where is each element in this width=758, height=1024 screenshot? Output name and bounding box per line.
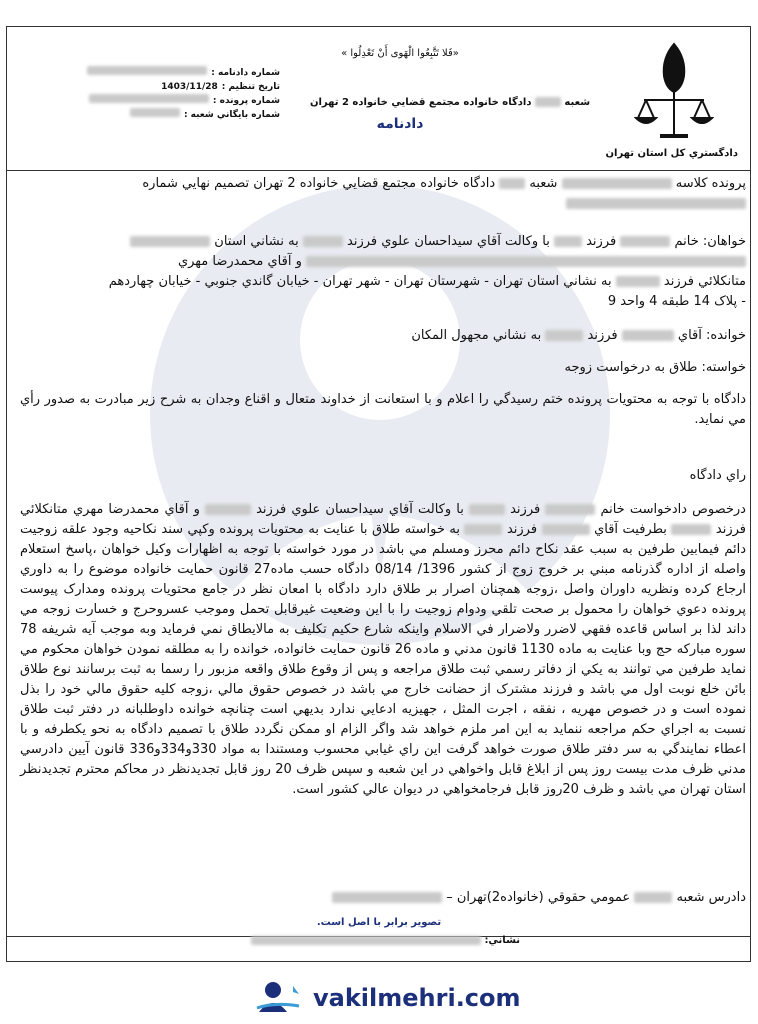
redacted-court-address (251, 936, 481, 945)
iran-emblem-scales-icon (634, 36, 714, 144)
second-attorney-address-end: - پلاک 14 طبقه 4 واحد 9 (607, 294, 746, 309)
defendant-label: خوانده: آقاي (677, 328, 746, 343)
redacted-branch-number-2 (634, 892, 672, 903)
redacted-judge-name (332, 892, 442, 903)
meta-archive-number (40, 108, 280, 122)
document-frame (6, 26, 751, 962)
second-attorney-child-of: متانکلائي فرزند (663, 274, 746, 289)
plaintiff-label: خواهان: خانم (674, 234, 746, 249)
redacted-branch (499, 178, 525, 189)
redacted-attorney-father-2 (205, 504, 251, 515)
meta-judgment-number (40, 66, 280, 80)
redacted-second-attorney-father (616, 276, 660, 287)
branch-prefix: شعبه (564, 97, 591, 108)
redacted-archive-number (130, 108, 180, 117)
case-class-label: پرونده کلاسه (675, 176, 746, 191)
document-meta (40, 66, 280, 122)
defendant-child-of: فرزند (587, 328, 618, 343)
branch-title (300, 97, 600, 108)
certified-copy-note: تصوير برابر با اصل است. (316, 917, 442, 928)
quran-motto: «فَلا تَتَّبِعُوا الْهَوى أَنْ تَعْدِلُوا » (341, 48, 459, 59)
signature-line (20, 888, 746, 908)
redacted-plaintiff (545, 504, 595, 515)
date-label: تاريخ تنظيم : (221, 82, 280, 92)
plaintiff-address-label: به نشاني استان (214, 234, 299, 249)
verdict-second-attorney-child-of: مهري متانکلائي فرزند (20, 502, 746, 537)
date-value: 1403/11/28 (161, 82, 218, 92)
redacted-case-number (89, 94, 209, 103)
redacted-attorney-father (303, 236, 343, 247)
defendant-section (20, 326, 746, 346)
branch-suffix: دادگاه خانواده مجتمع قضايي خانواده 2 تهران (309, 97, 532, 108)
case-number-label: شماره پرونده : (212, 96, 280, 106)
judgment-number-label: شماره دادنامه : (211, 68, 280, 78)
redacted-defendant-name (622, 330, 674, 341)
case-branch-label: شعبه (529, 176, 558, 191)
redacted-address-line (306, 256, 746, 267)
plaintiff-section (20, 232, 746, 312)
site-brand[interactable] (255, 978, 521, 1018)
court-branch-name: عمومي حقوقي (خانواده2)تهران – (446, 890, 631, 905)
plaintiff-child-of: فرزند (586, 234, 617, 249)
verdict-second-attorney: و آقاي محمدرضا (108, 502, 200, 517)
verdict-defendant-child-of: فرزند (506, 522, 538, 537)
case-reference (20, 174, 746, 214)
verdict-versus: بطرفيت آقاي (594, 522, 667, 537)
redacted-second-father (671, 524, 711, 535)
document-title: دادنامه (376, 116, 424, 132)
redacted-final-decision-number (566, 198, 746, 209)
header-divider (6, 170, 751, 171)
judge-label: دادرس شعبه (676, 890, 746, 905)
plaintiff-attorney: با وکالت آقاي سيداحسان علوي فرزند (347, 234, 550, 249)
meta-case-number (40, 94, 280, 108)
redacted-defendant-father-2 (464, 524, 502, 535)
archive-number-label: شماره بايگاني شعبه : (183, 110, 280, 120)
redacted-judgment-number (87, 66, 207, 75)
redacted-branch-number (535, 97, 561, 107)
second-attorney: و آقاي محمدرضا مهري (177, 254, 302, 269)
verdict-child-of: فرزند (510, 502, 541, 517)
verdict-body (20, 500, 746, 800)
redacted-defendant (542, 524, 590, 535)
brand-url[interactable]: vakilmehri.com (313, 984, 521, 1012)
brand-logo-icon (255, 978, 303, 1018)
verdict-reasoning: پرونده وکپي سند نکاحيه وجود علقه زوجيت دائم فيمابين طرفين به سبب عقد نکاح دائم محرز ومسلم مي باشد در مورد خواسته با توجه به اظهارات وکيل خواهان ،پاسخ استعلام واصله از اداره گذرنامه مبني بر خروج زوج از کشور 1396/ 08/14 دادگاه حسب ماده27 قانون حمايت خانواده موضوع را به داوري ارجاع کرده ونظريه داوران واصل ،زوجه همچنان اصرار بر طلاق دارد دادگاه با امعان نظر در جامع محتويات پرونده ومدارک پيوست پرونده دعوي خواهان را محمول بر صحت تلقي ودوام زوجيت را با اين وضعيت غيرقابل تحمل وموجب عسروحرج و خسارت زوجه مي داند لذا بر اساس قاعده فقهي لاضرر ولاضرار في الاسلام واينکه شارع حکيم تکليف به مالايطاق نمي فرمايد وبه موجب آيه شريفه 78 سوره مبارکه حج وبا عنايت به ماده 1130 قانون مدني و ماده 26 قانون حمايت خانواده، خوانده را به مطلقه نمودن خواهان محکوم مي نمايد طرفين مي توانند به يکي از دفاتر رسمي ثبت طلاق مراجعه و پس از وقوع طلاق واقعه مزبور را رسما به ثبت برسانند نوع طلاق بائن خلع نوبت اول مي باشد و فرزند مشترک از حضانت خارج مي باشد در خصوص حقوق مالي ،زوجه کليه حقوق مالي خود را بذل نموده است و در خصوص مهريه ، نفقه ، اجرت المثل ، جهيزيه ادعايي ندارد بديهي است چنانچه خوانده داوطلبانه در دفتر ثبت طلاق نسبت به اجراي حکم مراجعه ننمايد به اين امر ملزم خواهد شد واگر الزام او ممکن نگردد طلاق با تصميم دادگاه به نحو يکطرفه و با اعطاء نمايندگي به سر دفتر طلاق صورت خواهد گرفت اين راي غيابي محسوب ومستندا به مواد 330و334و336 قانون آيين دادرسي مدني ظرف مدت بيست روز پس از ابلاغ قابل واخواهي در اين شعبه و سپس ظرف 20 روز قابل تجديدنظر در محاکم محترم تجديدنظر استان تهران مي باشد و ظرف 20روز قابل فرجامخواهي در ديوان عالي کشور است. (20, 522, 747, 797)
redacted-attorney-address (130, 236, 210, 247)
redacted-plaintiff-name (620, 236, 670, 247)
address-label: نشاني: (484, 935, 520, 946)
court-name: دادگستري کل استان تهران (605, 148, 738, 159)
meta-date (40, 80, 280, 94)
redacted-defendant-father (545, 330, 583, 341)
case-court-text: دادگاه خانواده مجتمع قضايي خانواده 2 تهران تصميم نهايي شماره (142, 176, 496, 191)
footer-address (230, 935, 520, 946)
verdict-attorney: با وکالت آقاي سيداحسان علوي فرزند (256, 502, 464, 517)
defendant-address: به نشاني مجهول المکان (411, 328, 542, 343)
verdict-request: به خواسته طلاق با عنايت به محتويات (258, 522, 460, 537)
request-line: خواسته: طلاق به درخواست زوجه (564, 360, 746, 375)
second-attorney-address: به نشاني استان تهران - شهرستان تهران - شهر تهران - خيابان گاندي جنوبي - خيابان چهاردهم (108, 274, 612, 289)
verdict-title: راي دادگاه (689, 468, 746, 483)
redacted-case-class (562, 178, 672, 189)
verdict-intro: درخصوص دادخواست خانم (600, 502, 746, 517)
redacted-plaintiff-father (554, 236, 582, 247)
court-intro: دادگاه با توجه به محتويات پرونده ختم رسيدگي را اعلام و با استعانت از خداوند متعال و اقناع وجدان به شرح زير مبادرت به صدور رأي مي نمايد. (20, 392, 746, 427)
redacted-plaintiff-father-2 (469, 504, 505, 515)
